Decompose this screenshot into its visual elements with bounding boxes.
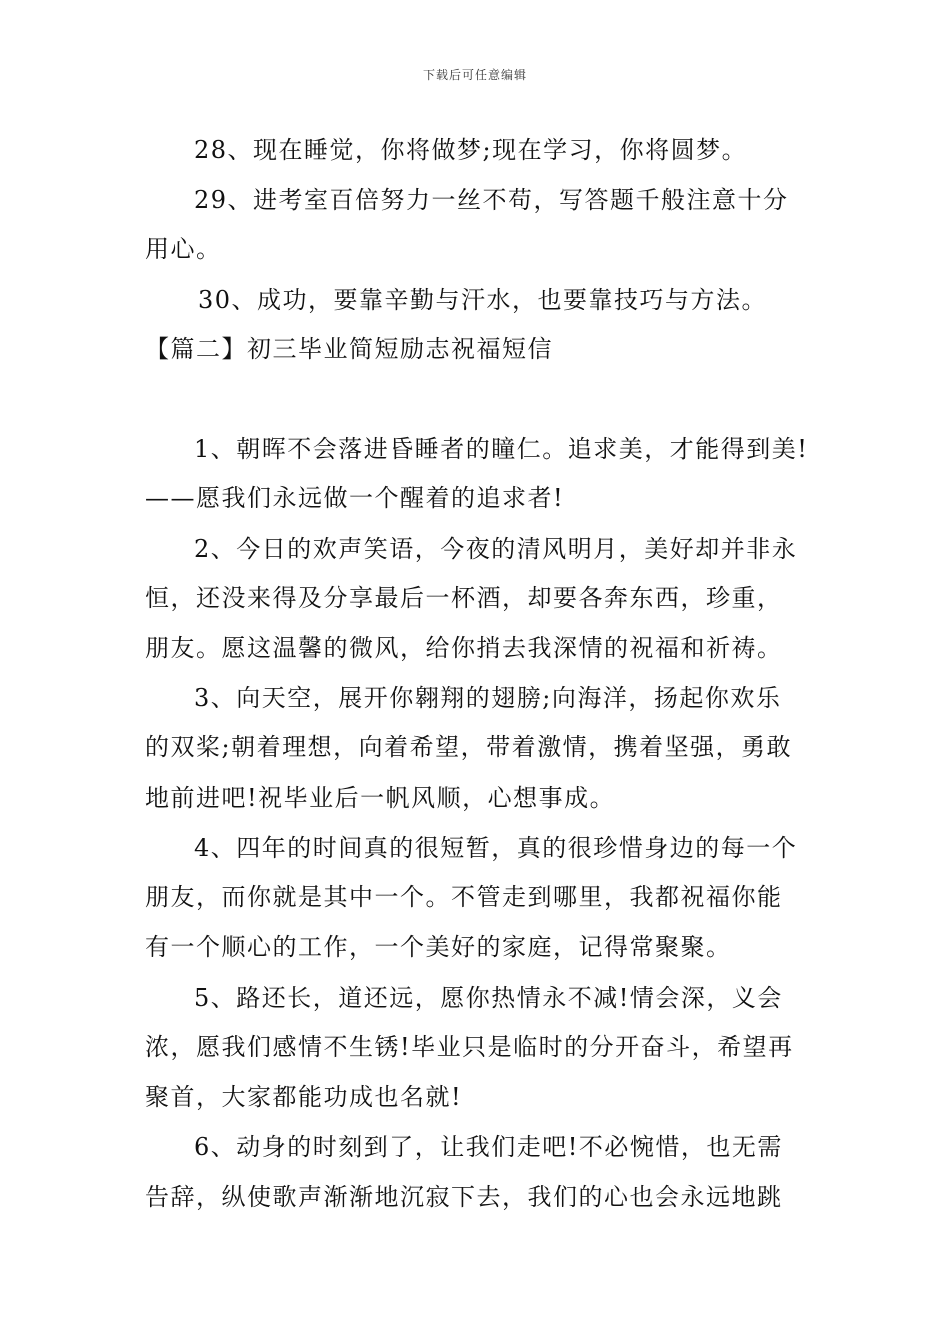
page-header-note: 下载后可任意编辑 [422,68,527,82]
text-line: 地前进吧!祝毕业后一帆风顺，心想事成。 [145,784,616,812]
text-line: 聚首，大家都能功成也名就! [145,1083,463,1111]
text-line: 用心。 [145,235,222,263]
text-line: 告辞，纵使歌声渐渐地沉寂下去，我们的心也会永远地跳 [145,1183,783,1211]
text-line: 5、路还长，道还远，愿你热情永不减!情会深，义会 [194,984,783,1012]
section-heading: 【篇二】初三毕业简短励志祝福短信 [145,335,553,363]
text-line: 4、四年的时间真的很短暂，真的很珍惜身边的每一个 [194,834,798,862]
text-line: 29、进考室百倍努力一丝不苟，写答题千般注意十分 [194,186,789,214]
text-line: 浓，愿我们感情不生锈!毕业只是临时的分开奋斗，希望再 [145,1033,794,1061]
text-line: 28、现在睡觉，你将做梦;现在学习，你将圆梦。 [194,136,748,164]
text-line: 恒，还没来得及分享最后一杯酒，却要各奔东西，珍重， [145,584,783,612]
text-line: 朋友，而你就是其中一个。不管走到哪里，我都祝福你能 [145,883,783,911]
text-line: 2、今日的欢声笑语，今夜的清风明月，美好却并非永 [194,535,798,563]
text-line: 的双桨;朝着理想，向着希望，带着激情，携着坚强，勇敢 [145,733,793,761]
text-line: 朋友。愿这温馨的微风，给你捎去我深情的祝福和祈祷。 [145,634,783,662]
text-line: 1、朝晖不会落进昏睡者的瞳仁。追求美，才能得到美! [194,435,809,463]
text-line: ——愿我们永远做一个醒着的追求者! [145,484,565,512]
text-line: 有一个顺心的工作，一个美好的家庭，记得常聚聚。 [145,933,732,961]
text-line: 6、动身的时刻到了，让我们走吧!不必惋惜，也无需 [194,1133,783,1161]
text-line: 30、成功，要靠辛勤与汗水，也要靠技巧与方法。 [198,286,768,314]
text-line: 3、向天空，展开你翱翔的翅膀;向海洋，扬起你欢乐 [194,684,782,712]
